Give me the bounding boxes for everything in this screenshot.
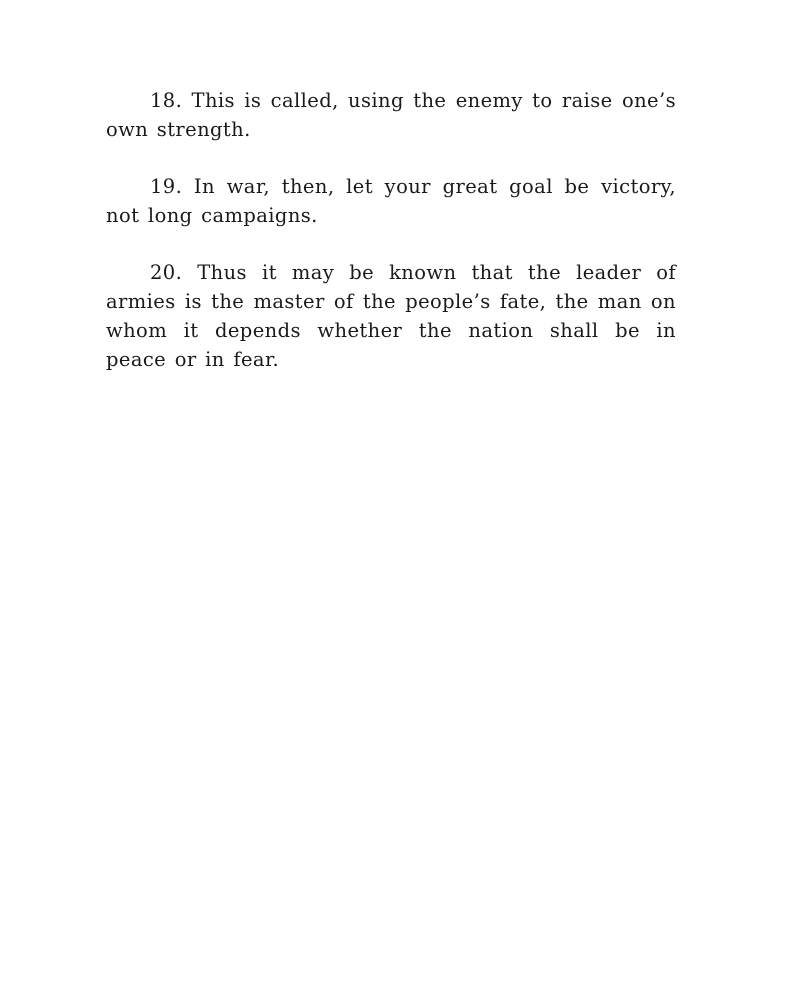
text-block xyxy=(106,86,676,402)
paragraph-18: 18. This is called, using the enemy to raise one’s own strength. xyxy=(106,89,676,141)
paragraph-19: 19. In war, then, let your great goal be victory, not long campaigns. xyxy=(106,175,676,227)
paragraph-20: 20. Thus it may be known that the leader of armies is the master of the people’s fate, the man on whom it depends whether the nation shall be in peace or in fear. xyxy=(106,261,676,371)
